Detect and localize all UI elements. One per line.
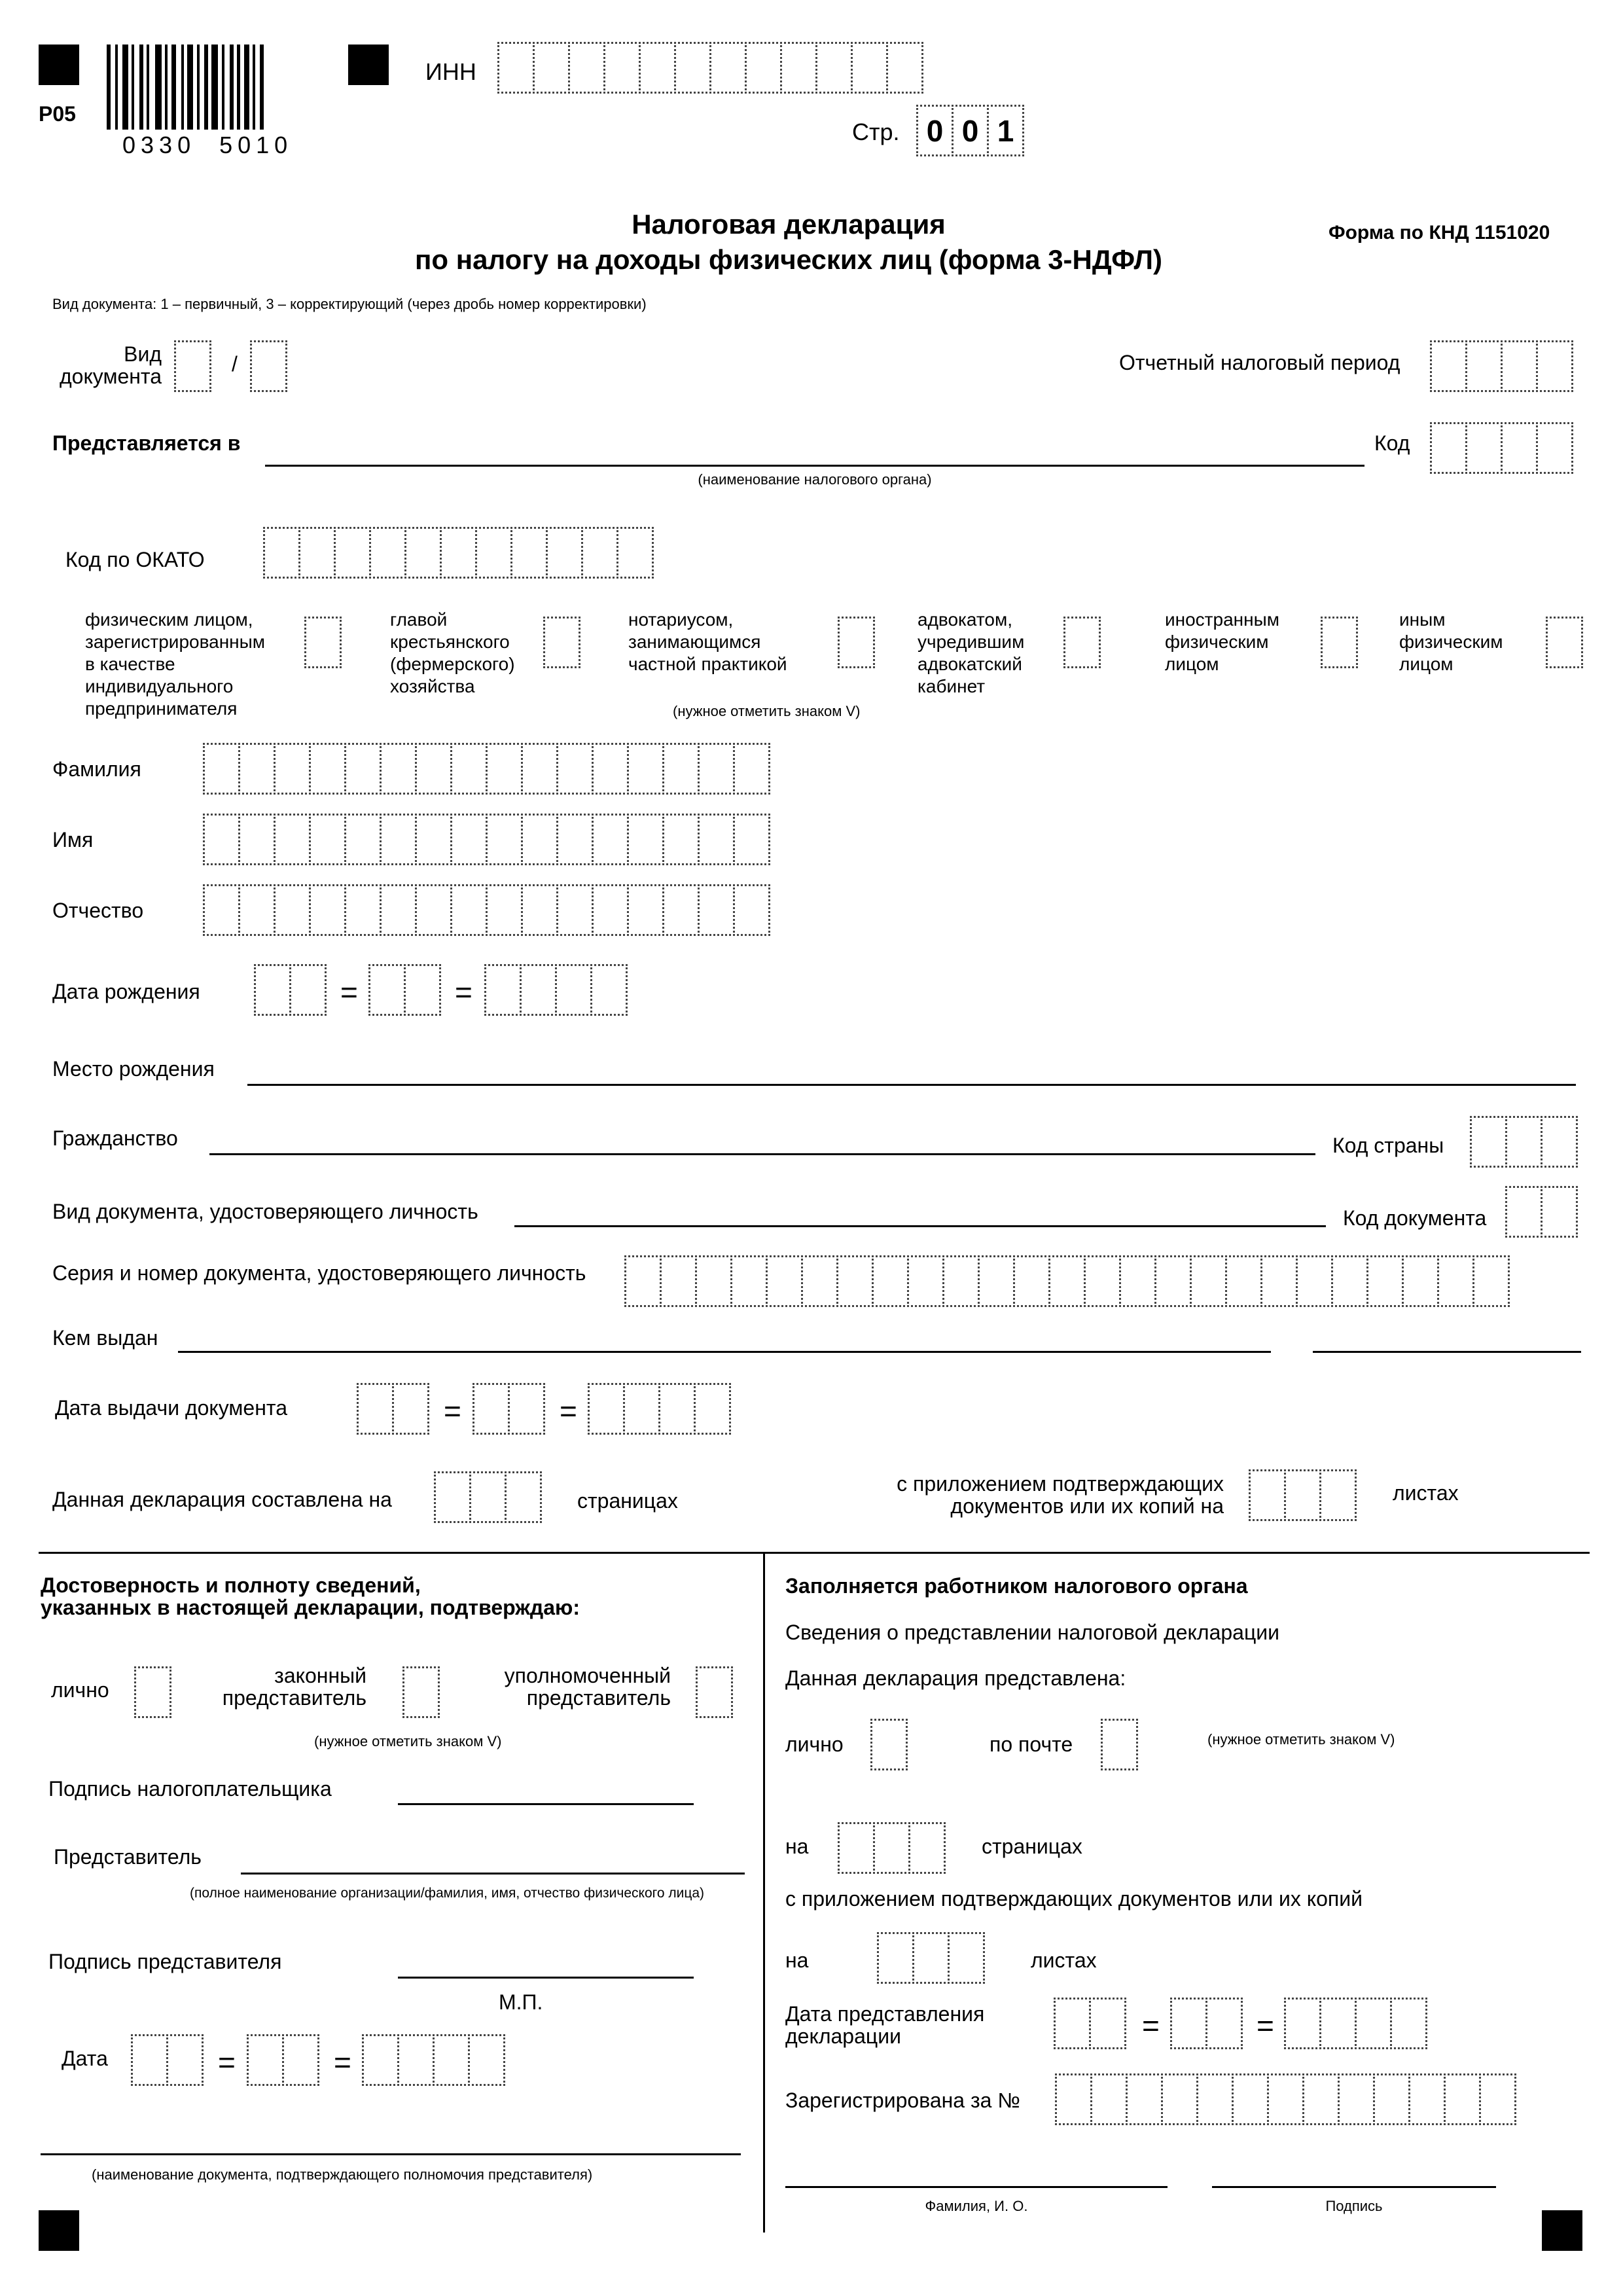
doc-type-label: Вид документа — [59, 342, 162, 388]
tax-authority-code-cells[interactable] — [1430, 422, 1573, 474]
birth-place-line[interactable] — [247, 1084, 1576, 1086]
confirm-day-cells[interactable] — [131, 2034, 204, 2086]
doc-code-label: Код документа — [1343, 1206, 1487, 1230]
submission-date-label: Дата представления декларации — [785, 2002, 985, 2048]
doc-code-cells[interactable] — [1505, 1186, 1578, 1238]
authority-doc-caption: (наименование документа, подтверждающего полномочия представителя) — [92, 2166, 593, 2183]
submitted-sheets-word: листах — [1031, 1948, 1097, 1972]
date-separator: = — [1257, 2009, 1274, 2043]
category-label: нотариусом, занимающимся частной практикой — [628, 609, 787, 674]
staff-signature-line[interactable] — [1212, 2186, 1496, 2188]
submitted-pages-cells[interactable] — [838, 1822, 946, 1874]
correction-number-cell[interactable] — [250, 340, 287, 392]
title-line-2: по налогу на доходы физических лиц (форма 3-НДФЛ) — [415, 244, 1162, 275]
issue-year-cells[interactable] — [588, 1383, 731, 1435]
birth-year-cells[interactable] — [484, 964, 628, 1016]
composed-on-label: Данная декларация составлена на — [52, 1488, 392, 1511]
birth-place-label: Место рождения — [52, 1057, 215, 1081]
corner-marker-top-right — [348, 45, 389, 85]
stamp-label: М.П. — [499, 1990, 543, 2014]
doc-type-hint: Вид документа: 1 – первичный, 3 – корректирующий (через дробь номер корректировки) — [52, 296, 647, 312]
submitted-sheets-cells[interactable] — [877, 1932, 985, 1984]
submitted-pages-word: страницах — [982, 1835, 1082, 1858]
rep-signature-label: Подпись представителя — [48, 1950, 282, 1973]
issued-by-line[interactable] — [178, 1351, 1271, 1353]
submission-month-cells[interactable] — [1170, 1998, 1243, 2049]
column-divider — [763, 1552, 765, 2233]
pages-word: страницах — [577, 1489, 678, 1513]
registered-number-cells[interactable] — [1055, 2073, 1516, 2125]
id-doc-type-line[interactable] — [514, 1225, 1326, 1227]
form-code: Р05 — [39, 102, 76, 126]
issue-date-label: Дата выдачи документа — [55, 1396, 287, 1420]
category-checkbox[interactable] — [1063, 617, 1101, 668]
staff-signature-caption: Подпись — [1325, 2198, 1383, 2214]
id-doc-series-cells[interactable] — [624, 1255, 1510, 1307]
issue-day-cells[interactable] — [357, 1383, 429, 1435]
legal-rep-checkbox[interactable] — [402, 1666, 440, 1718]
submitted-attachment-label: с приложением подтверждающих документов или их копий — [785, 1887, 1363, 1910]
submission-year-cells[interactable] — [1284, 1998, 1427, 2049]
representative-label: Представитель — [54, 1845, 202, 1869]
issued-by-label: Кем выдан — [52, 1326, 158, 1350]
submission-hint: (нужное отметить знаком V) — [1207, 1731, 1395, 1748]
submitted-personally-checkbox[interactable] — [870, 1719, 908, 1770]
id-doc-type-label: Вид документа, удостоверяющего личность — [52, 1200, 478, 1223]
category-label: иным физическим лицом — [1399, 609, 1503, 674]
name-label: Имя — [52, 828, 94, 852]
category-hint: (нужное отметить знаком V) — [673, 703, 861, 719]
representative-caption: (полное наименование организации/фамилия, имя, отчество физического лица) — [190, 1886, 705, 1901]
country-code-label: Код страны — [1332, 1134, 1444, 1157]
doc-type-slash: / — [232, 352, 238, 376]
date-separator: = — [455, 975, 473, 1009]
confirm-month-cells[interactable] — [247, 2034, 319, 2086]
section-divider — [39, 1552, 1590, 1554]
confirm-date-label: Дата — [62, 2047, 108, 2070]
staff-name-line[interactable] — [785, 2186, 1168, 2188]
on-label-2: на — [785, 1948, 809, 1972]
submission-info-label: Сведения о представлении налоговой декларации — [785, 1621, 1280, 1644]
okato-cells[interactable] — [263, 527, 654, 579]
issued-by-line-2[interactable] — [1313, 1351, 1581, 1353]
issue-month-cells[interactable] — [473, 1383, 545, 1435]
confirm-hint: (нужное отметить знаком V) — [314, 1733, 502, 1749]
attachment-sheets-cells[interactable] — [1249, 1469, 1357, 1521]
attachment-label: с приложением подтверждающих документов или их копий на — [897, 1472, 1224, 1518]
barcode — [107, 45, 264, 130]
legal-rep-label: законный представитель — [222, 1664, 366, 1710]
category-label: адвокатом, учредившим адвокатский кабинет — [918, 609, 1025, 696]
date-separator: = — [218, 2045, 236, 2079]
period-cells[interactable] — [1430, 340, 1573, 392]
country-code-cells[interactable] — [1470, 1116, 1578, 1168]
surname-label: Фамилия — [52, 757, 141, 781]
knd-code: Форма по КНД 1151020 — [1329, 222, 1550, 243]
surname-cells[interactable] — [203, 743, 770, 795]
confirm-year-cells[interactable] — [362, 2034, 505, 2086]
okato-label: Код по ОКАТО — [65, 548, 205, 571]
taxpayer-signature-label: Подпись налогоплательщика — [48, 1777, 332, 1801]
inn-label: ИНН — [425, 58, 476, 85]
category-label: физическим лицом, зарегистрированным в качестве индивидуального предпринимателя — [85, 609, 266, 719]
birth-day-cells[interactable] — [254, 964, 327, 1016]
confirm-personally-checkbox[interactable] — [134, 1666, 171, 1718]
date-separator: = — [334, 2045, 351, 2079]
corner-marker-top-left — [39, 45, 79, 85]
corner-marker-bottom-left — [39, 2210, 79, 2251]
confirmation-heading: Достоверность и полноту сведений, указанных в настоящей декларации, подтверждаю: — [41, 1573, 580, 1619]
taxpayer-signature-line[interactable] — [398, 1803, 694, 1805]
category-checkbox[interactable] — [1321, 617, 1358, 668]
id-doc-series-label: Серия и номер документа, удостоверяющего личность — [52, 1261, 586, 1285]
citizenship-line[interactable] — [209, 1153, 1315, 1155]
category-label: главой крестьянского (фермерского) хозяйства — [390, 609, 515, 696]
citizenship-label: Гражданство — [52, 1126, 178, 1150]
page-digit: 0 — [952, 105, 989, 156]
patronymic-cells[interactable] — [203, 884, 770, 936]
authority-doc-line[interactable] — [41, 2153, 741, 2155]
on-label: на — [785, 1835, 809, 1858]
confirm-personally-label: лично — [51, 1678, 109, 1702]
patronymic-label: Отчество — [52, 899, 144, 922]
barcode-number: 0330 5010 — [122, 132, 293, 158]
category-checkbox[interactable] — [543, 617, 580, 668]
registered-label: Зарегистрирована за № — [785, 2089, 1020, 2112]
authorized-rep-checkbox[interactable] — [696, 1666, 733, 1718]
tax-authority-line[interactable] — [265, 465, 1364, 467]
staff-heading: Заполняется работником налогового органа — [785, 1574, 1248, 1598]
by-mail-label: по почте — [990, 1732, 1073, 1756]
period-label: Отчетный налоговый период — [1119, 351, 1400, 374]
date-separator: = — [1142, 2009, 1160, 2043]
birth-date-label: Дата рождения — [52, 980, 200, 1003]
tax-authority-caption: (наименование налогового органа) — [698, 471, 932, 488]
date-separator: = — [444, 1394, 461, 1428]
rep-signature-line[interactable] — [398, 1977, 694, 1979]
sheets-word: листах — [1393, 1481, 1459, 1505]
submitted-label: Данная декларация представлена: — [785, 1666, 1126, 1690]
representative-line[interactable] — [241, 1873, 745, 1874]
category-label: иностранным физическим лицом — [1165, 609, 1279, 674]
name-cells[interactable] — [203, 814, 770, 865]
birth-month-cells[interactable] — [368, 964, 441, 1016]
tax-authority-code-label: Код — [1374, 431, 1410, 455]
page-digit: 1 — [987, 105, 1024, 156]
inn-cells[interactable] — [497, 42, 923, 94]
submitted-personally-label: лично — [785, 1732, 844, 1756]
title-line-1: Налоговая декларация — [632, 209, 946, 240]
category-checkbox[interactable] — [304, 617, 342, 668]
page-number-cells[interactable] — [916, 105, 1024, 156]
staff-name-caption: Фамилия, И. О. — [925, 2198, 1028, 2214]
doc-type-cell[interactable] — [174, 340, 211, 392]
date-separator: = — [340, 975, 358, 1009]
submission-day-cells[interactable] — [1054, 1998, 1126, 2049]
category-checkbox[interactable] — [838, 617, 875, 668]
page-label: Стр. — [852, 118, 900, 145]
page-digit: 0 — [916, 105, 954, 156]
composed-pages-cells[interactable] — [434, 1471, 542, 1523]
category-checkbox[interactable] — [1546, 617, 1583, 668]
date-separator: = — [560, 1394, 577, 1428]
authorized-rep-label: уполномоченный представитель — [504, 1664, 671, 1710]
corner-marker-bottom-right — [1542, 2210, 1582, 2251]
tax-authority-label: Представляется в — [52, 431, 241, 455]
by-mail-checkbox[interactable] — [1101, 1719, 1138, 1770]
